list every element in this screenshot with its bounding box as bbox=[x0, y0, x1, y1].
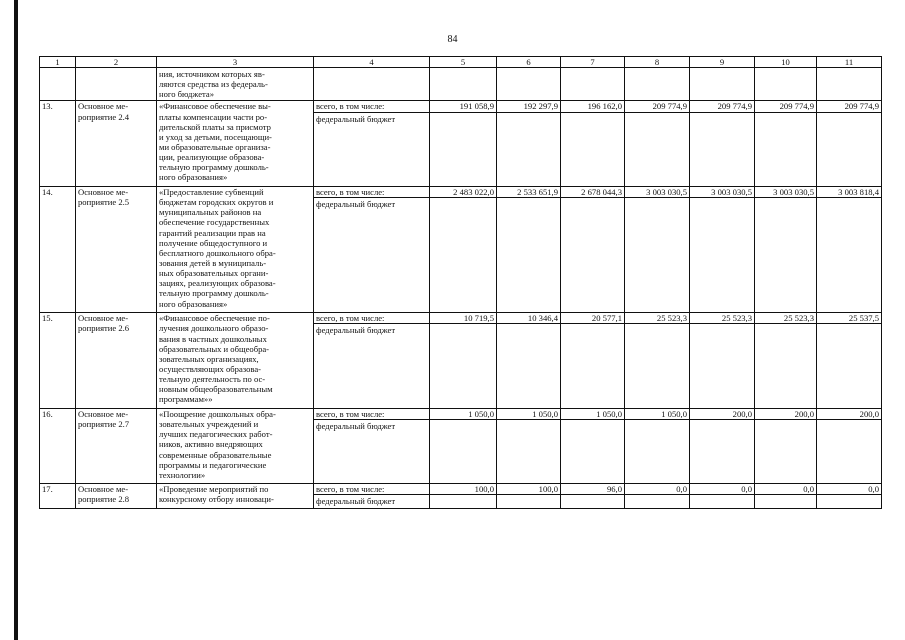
column-header-4: 4 bbox=[314, 57, 430, 68]
empty-value-cell bbox=[497, 198, 561, 313]
empty-cell bbox=[561, 68, 625, 101]
value-cell-col-9: 25 523,3 bbox=[690, 313, 755, 324]
description-cell bbox=[157, 186, 314, 312]
empty-cell bbox=[625, 68, 690, 101]
empty-value-cell bbox=[625, 495, 690, 508]
empty-value-cell bbox=[430, 420, 497, 484]
description-cell bbox=[157, 101, 314, 187]
value-cell-col-9: 0,0 bbox=[690, 484, 755, 495]
empty-cell bbox=[755, 68, 817, 101]
measure-cell bbox=[76, 313, 157, 409]
empty-cell bbox=[497, 68, 561, 101]
measure-cell bbox=[76, 409, 157, 484]
empty-value-cell bbox=[755, 198, 817, 313]
column-header-2: 2 bbox=[76, 57, 157, 68]
table-row bbox=[40, 409, 882, 420]
column-header-10: 10 bbox=[755, 57, 817, 68]
table-row bbox=[40, 186, 882, 197]
empty-value-cell bbox=[430, 112, 497, 186]
funding-source-total: всего, в том числе: bbox=[314, 409, 430, 420]
row-number-cell: 16. bbox=[40, 409, 76, 484]
funding-source-total: всего, в том числе: bbox=[314, 313, 430, 324]
table-row bbox=[40, 313, 882, 324]
text-line: ции, реализующие образова- bbox=[159, 152, 265, 163]
row-number-cell: 17. bbox=[40, 484, 76, 508]
column-header-8: 8 bbox=[625, 57, 690, 68]
description-cell bbox=[157, 68, 314, 101]
row-number-cell: 13. bbox=[40, 101, 76, 187]
continuation-row bbox=[40, 68, 882, 101]
empty-value-cell bbox=[561, 420, 625, 484]
funding-source-federal: федеральный бюджет bbox=[314, 495, 430, 508]
value-cell-col-5: 2 483 022,0 bbox=[430, 186, 497, 197]
empty-value-cell bbox=[755, 112, 817, 186]
text-line: и уход за детьми, посещающи- bbox=[159, 131, 272, 142]
empty-value-cell bbox=[817, 420, 882, 484]
text-line: «Поощрение дошкольных обра- bbox=[159, 409, 276, 420]
empty-value-cell bbox=[690, 495, 755, 508]
empty-value-cell bbox=[690, 112, 755, 186]
empty-cell bbox=[40, 68, 76, 101]
text-line: муниципальных районов на bbox=[159, 207, 262, 218]
text-line: «Финансовое обеспечение вы- bbox=[159, 101, 271, 112]
value-cell-col-6: 100,0 bbox=[497, 484, 561, 495]
funding-source-federal: федеральный бюджет bbox=[314, 324, 430, 409]
empty-value-cell bbox=[755, 420, 817, 484]
empty-value-cell bbox=[430, 495, 497, 508]
text-line: новным общеобразовательным bbox=[159, 384, 273, 395]
column-header-3: 3 bbox=[157, 57, 314, 68]
empty-value-cell bbox=[817, 324, 882, 409]
funding-source-federal: федеральный бюджет bbox=[314, 198, 430, 313]
text-line: образовательных и общеобра- bbox=[159, 343, 270, 354]
text-line: ми образовательные организа- bbox=[159, 141, 271, 152]
text-line: конкурсному отбору инноваци- bbox=[159, 494, 274, 505]
row-number-cell: 15. bbox=[40, 313, 76, 409]
value-cell-col-7: 96,0 bbox=[561, 484, 625, 495]
value-cell-col-8: 25 523,3 bbox=[625, 313, 690, 324]
budget-table bbox=[39, 56, 882, 509]
text-line: зовательных учреждений и bbox=[159, 419, 259, 430]
value-cell-col-11: 200,0 bbox=[817, 409, 882, 420]
text-line: бюджетам городских округов и bbox=[159, 197, 274, 208]
value-cell-col-6: 10 346,4 bbox=[497, 313, 561, 324]
empty-value-cell bbox=[690, 420, 755, 484]
value-cell-col-10: 209 774,9 bbox=[755, 101, 817, 112]
empty-cell bbox=[817, 68, 882, 101]
empty-value-cell bbox=[625, 420, 690, 484]
value-cell-col-7: 196 162,0 bbox=[561, 101, 625, 112]
empty-value-cell bbox=[497, 112, 561, 186]
value-cell-col-8: 0,0 bbox=[625, 484, 690, 495]
text-line: ных образовательных органи- bbox=[159, 268, 269, 279]
text-line: обеспечение государственных bbox=[159, 217, 270, 228]
column-header-5: 5 bbox=[430, 57, 497, 68]
value-cell-col-11: 3 003 818,4 bbox=[817, 186, 882, 197]
column-header-9: 9 bbox=[690, 57, 755, 68]
value-cell-col-10: 200,0 bbox=[755, 409, 817, 420]
funding-source-federal: федеральный бюджет bbox=[314, 420, 430, 484]
text-line: платы компенсации части ро- bbox=[159, 111, 268, 122]
text-line: роприятие 2.5 bbox=[78, 197, 130, 208]
empty-value-cell bbox=[561, 324, 625, 409]
empty-value-cell bbox=[755, 324, 817, 409]
column-header-7: 7 bbox=[561, 57, 625, 68]
measure-cell bbox=[76, 101, 157, 187]
text-line: «Финансовое обеспечение по- bbox=[159, 313, 270, 324]
text-line: ного образования» bbox=[159, 298, 228, 309]
text-line: зования детей в муниципаль- bbox=[159, 257, 267, 268]
empty-value-cell bbox=[625, 112, 690, 186]
empty-value-cell bbox=[755, 495, 817, 508]
text-line: осуществляющих образова- bbox=[159, 363, 262, 374]
empty-cell bbox=[76, 68, 157, 101]
value-cell-col-6: 192 297,9 bbox=[497, 101, 561, 112]
text-line: программы и педагогические bbox=[159, 459, 267, 470]
value-cell-col-11: 0,0 bbox=[817, 484, 882, 495]
text-line: современные образовательные bbox=[159, 449, 272, 460]
text-line: тельную программу дошколь- bbox=[159, 162, 269, 173]
budget-table-container bbox=[39, 56, 882, 509]
text-line: лучших педагогических работ- bbox=[159, 429, 273, 440]
value-cell-col-6: 1 050,0 bbox=[497, 409, 561, 420]
column-header-11: 11 bbox=[817, 57, 882, 68]
empty-value-cell bbox=[497, 324, 561, 409]
text-line: дительской платы за присмотр bbox=[159, 121, 271, 132]
measure-cell bbox=[76, 484, 157, 508]
value-cell-col-7: 2 678 044,3 bbox=[561, 186, 625, 197]
text-line: ников, активно внедряющих bbox=[159, 439, 263, 450]
empty-cell bbox=[314, 68, 430, 101]
empty-value-cell bbox=[561, 198, 625, 313]
text-line: ного бюджета» bbox=[159, 89, 214, 100]
measure-cell bbox=[76, 186, 157, 312]
text-line: «Предоставление субвенций bbox=[159, 186, 264, 197]
text-line: зациях, реализующих образова- bbox=[159, 278, 276, 289]
text-line: ния, источником которых яв- bbox=[159, 69, 265, 79]
text-line: тельную программу дошколь- bbox=[159, 288, 269, 299]
text-line: ляются средства из федераль- bbox=[159, 79, 268, 90]
funding-source-total: всего, в том числе: bbox=[314, 484, 430, 495]
value-cell-col-9: 209 774,9 bbox=[690, 101, 755, 112]
text-line: роприятие 2.6 bbox=[78, 323, 130, 334]
empty-value-cell bbox=[430, 324, 497, 409]
text-line: ного образования» bbox=[159, 172, 228, 183]
value-cell-col-11: 25 537,5 bbox=[817, 313, 882, 324]
text-line: зовательных организациях, bbox=[159, 353, 259, 364]
text-line: Основное ме- bbox=[78, 409, 129, 420]
text-line: технологии» bbox=[159, 469, 206, 480]
value-cell-col-8: 1 050,0 bbox=[625, 409, 690, 420]
binding-edge bbox=[14, 0, 18, 640]
value-cell-col-10: 25 523,3 bbox=[755, 313, 817, 324]
row-number-cell: 14. bbox=[40, 186, 76, 312]
empty-value-cell bbox=[561, 112, 625, 186]
empty-value-cell bbox=[430, 198, 497, 313]
text-line: «Проведение мероприятий по bbox=[159, 484, 269, 495]
empty-cell bbox=[430, 68, 497, 101]
text-line: тельную деятельность по ос- bbox=[159, 374, 266, 385]
empty-value-cell bbox=[690, 324, 755, 409]
empty-value-cell bbox=[690, 198, 755, 313]
value-cell-col-5: 191 058,9 bbox=[430, 101, 497, 112]
value-cell-col-5: 100,0 bbox=[430, 484, 497, 495]
table-body bbox=[40, 68, 882, 509]
text-line: Основное ме- bbox=[78, 484, 129, 495]
column-header-1: 1 bbox=[40, 57, 76, 68]
text-line: лучения дошкольного образо- bbox=[159, 323, 269, 334]
empty-value-cell bbox=[497, 495, 561, 508]
empty-value-cell bbox=[817, 112, 882, 186]
page-number: 84 bbox=[447, 34, 458, 45]
empty-value-cell bbox=[625, 324, 690, 409]
description-cell bbox=[157, 409, 314, 484]
text-line: роприятие 2.4 bbox=[78, 111, 130, 122]
text-line: программам»» bbox=[159, 394, 213, 405]
value-cell-col-5: 10 719,5 bbox=[430, 313, 497, 324]
value-cell-col-11: 209 774,9 bbox=[817, 101, 882, 112]
text-line: бесплатного дошкольного обра- bbox=[159, 247, 276, 258]
value-cell-col-7: 20 577,1 bbox=[561, 313, 625, 324]
value-cell-col-10: 3 003 030,5 bbox=[755, 186, 817, 197]
empty-value-cell bbox=[817, 198, 882, 313]
value-cell-col-5: 1 050,0 bbox=[430, 409, 497, 420]
text-line: роприятие 2.8 bbox=[78, 494, 130, 505]
value-cell-col-8: 3 003 030,5 bbox=[625, 186, 690, 197]
value-cell-col-9: 3 003 030,5 bbox=[690, 186, 755, 197]
empty-value-cell bbox=[497, 420, 561, 484]
description-cell bbox=[157, 313, 314, 409]
text-line: гарантий реализации прав на bbox=[159, 227, 266, 238]
value-cell-col-8: 209 774,9 bbox=[625, 101, 690, 112]
value-cell-col-10: 0,0 bbox=[755, 484, 817, 495]
description-cell bbox=[157, 484, 314, 508]
text-line: вания в частных дошкольных bbox=[159, 333, 267, 344]
column-header-6: 6 bbox=[497, 57, 561, 68]
value-cell-col-7: 1 050,0 bbox=[561, 409, 625, 420]
text-line: Основное ме- bbox=[78, 313, 129, 324]
table-row bbox=[40, 101, 882, 112]
text-line: Основное ме- bbox=[78, 186, 129, 197]
empty-value-cell bbox=[817, 495, 882, 508]
value-cell-col-9: 200,0 bbox=[690, 409, 755, 420]
text-line: получение общедоступного и bbox=[159, 237, 268, 248]
value-cell-col-6: 2 533 651,9 bbox=[497, 186, 561, 197]
text-line: роприятие 2.7 bbox=[78, 419, 130, 430]
funding-source-total: всего, в том числе: bbox=[314, 186, 430, 197]
empty-cell bbox=[690, 68, 755, 101]
funding-source-total: всего, в том числе: bbox=[314, 101, 430, 112]
funding-source-federal: федеральный бюджет bbox=[314, 112, 430, 186]
header-row bbox=[40, 57, 882, 68]
empty-value-cell bbox=[625, 198, 690, 313]
table-row bbox=[40, 484, 882, 495]
text-line: Основное ме- bbox=[78, 101, 129, 112]
empty-value-cell bbox=[561, 495, 625, 508]
